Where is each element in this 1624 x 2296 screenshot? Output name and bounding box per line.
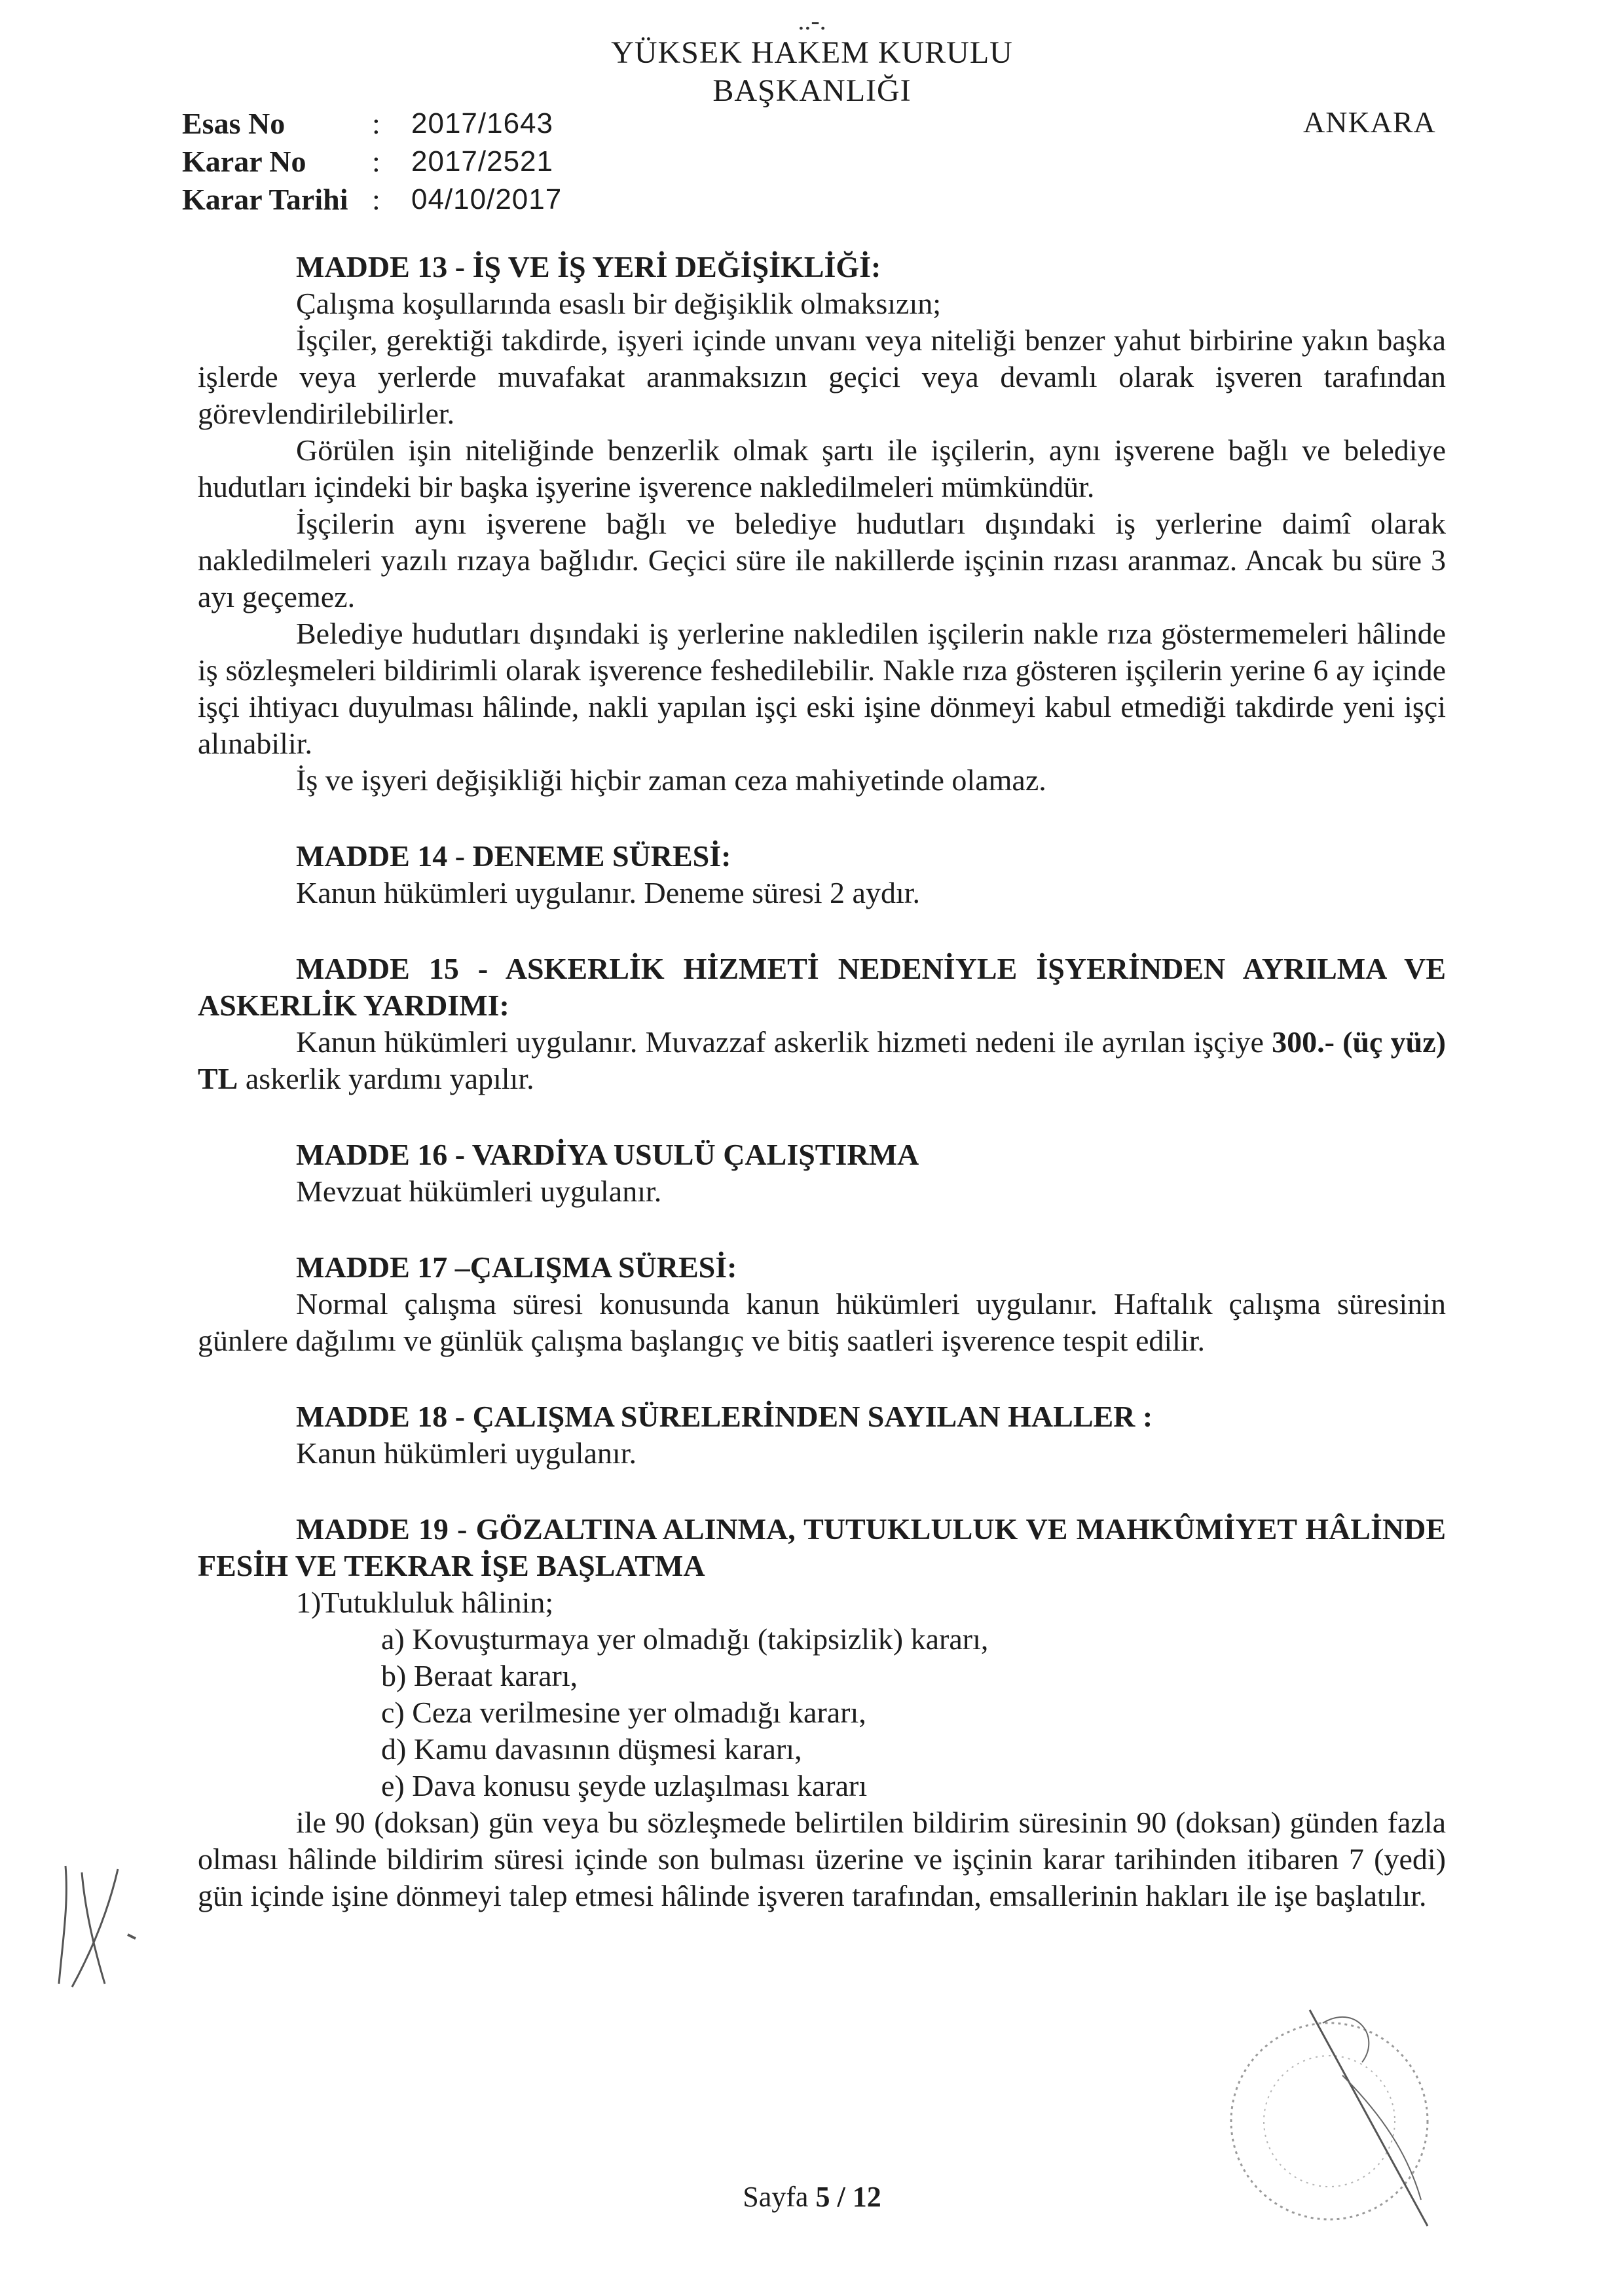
handwritten-initial-icon bbox=[46, 1853, 144, 1997]
article-13-paragraph: İş ve işyeri değişikliği hiçbir zaman ceza mahiyetinde olamaz. bbox=[296, 763, 1046, 797]
city-label: ANKARA bbox=[1303, 105, 1436, 139]
article-15-text-a: Kanun hükümleri uygulanır. Muvazzaf askerlik hizmeti nedeni ile ayrılan işçiye bbox=[296, 1025, 1272, 1059]
article-17-heading: MADDE 17 –ÇALIŞMA SÜRESİ: bbox=[296, 1250, 737, 1284]
article-16-paragraph: Mevzuat hükümleri uygulanır. bbox=[296, 1175, 662, 1208]
page-prefix: Sayfa bbox=[743, 2181, 816, 2213]
article-13-paragraph: Görülen işin niteliğinde benzerlik olmak şartı ile işçilerin, aynı işverene bağlı ve belediye hudutları içindeki bir başka işyerine işverence nakledilmeleri mümkündür. bbox=[198, 433, 1446, 503]
article-13-paragraph: İşçiler, gerektiği takdirde, işyeri içinde unvanı veya niteliği benzer yahut birbirine yakın başka işlerde veya yerlerde muvafakat aranmaksızın geçici veya devamlı olarak işveren tarafından görevlendirilebilirler. bbox=[198, 323, 1446, 430]
meta-colon: : bbox=[372, 107, 380, 140]
article-15-paragraph bbox=[198, 1024, 1446, 1097]
article-17-paragraph: Normal çalışma süresi konusunda kanun hükümleri uygulanır. Haftalık çalışma süresinin günlere dağılımı ve günlük çalışma başlangıç ve bitiş saatleri işverence tespit edilir. bbox=[198, 1287, 1446, 1357]
meta-colon: : bbox=[372, 183, 380, 216]
article-19-intro: 1)Tutukluluk hâlinin; bbox=[296, 1586, 554, 1619]
meta-value: 2017/1643 bbox=[411, 107, 553, 139]
case-meta bbox=[182, 105, 562, 219]
list-item: b) Beraat kararı, bbox=[381, 1659, 578, 1692]
meta-row-tarih bbox=[182, 181, 562, 219]
list-item: e) Dava konusu şeyde uzlaşılması kararı bbox=[381, 1769, 868, 1802]
article-13-paragraph: İşçilerin aynı işverene bağlı ve belediye hudutları dışındaki iş yerlerine daimî olarak nakledilmeleri yazılı rızaya bağlıdır. Geçici süre ile nakillerde işçinin rızası aranmaz. Ancak bu süre 3 ayı geçemez. bbox=[198, 507, 1446, 613]
meta-value: 2017/2521 bbox=[411, 145, 553, 177]
document-body bbox=[198, 249, 1446, 1914]
page-number bbox=[0, 2180, 1624, 2214]
article-19-paragraph: ile 90 (doksan) gün veya bu sözleşmede belirtilen bildirim süresinin 90 (doksan) günden fazla olması hâlinde bildirim süresi içinde son bulması üzerine ve işçinin karar tarihinden itibaren 7 (yedi) gün içinde işine dönmeyi talep etmesi hâlinde işveren tarafından, emsallerinin hakları ile işe başlatılır. bbox=[198, 1806, 1446, 1912]
institution-title-line1: YÜKSEK HAKEM KURULU bbox=[611, 35, 1013, 70]
meta-row-karar bbox=[182, 143, 562, 181]
page-total: 12 bbox=[852, 2181, 881, 2213]
article-13-paragraph: Çalışma koşullarında esaslı bir değişiklik olmaksızın; bbox=[296, 287, 942, 320]
article-18-heading: MADDE 18 - ÇALIŞMA SÜRELERİNDEN SAYILAN HALLER : bbox=[296, 1400, 1153, 1433]
meta-label: Karar Tarihi bbox=[182, 183, 348, 216]
institution-title bbox=[576, 34, 1048, 110]
article-14-paragraph: Kanun hükümleri uygulanır. Deneme süresi 2 aydır. bbox=[296, 876, 921, 909]
article-19-heading: MADDE 19 - GÖZALTINA ALINMA, TUTUKLULUK VE MAHKÛMİYET HÂLİNDE FESİH VE TEKRAR İŞE BAŞLATMA bbox=[198, 1512, 1446, 1582]
meta-label: Karar No bbox=[182, 145, 306, 178]
list-item: a) Kovuşturmaya yer olmadığı (takipsizlik) kararı, bbox=[381, 1622, 989, 1656]
meta-colon: : bbox=[372, 145, 380, 178]
article-18-paragraph: Kanun hükümleri uygulanır. bbox=[296, 1436, 637, 1470]
header-top-mark: ..-. bbox=[798, 6, 826, 35]
military-aid-amount: 300.- (üç yüz) TL bbox=[198, 1025, 1446, 1095]
article-14-heading: MADDE 14 - DENEME SÜRESİ: bbox=[296, 839, 731, 873]
article-16-heading: MADDE 16 - VARDİYA USULÜ ÇALIŞTIRMA bbox=[296, 1138, 919, 1171]
article-13-heading: MADDE 13 - İŞ VE İŞ YERİ DEĞİŞİKLİĞİ: bbox=[296, 250, 881, 283]
article-15-heading: MADDE 15 - ASKERLİK HİZMETİ NEDENİYLE İŞYERİNDEN AYRILMA VE ASKERLİK YARDIMI: bbox=[198, 952, 1446, 1022]
list-item: c) Ceza verilmesine yer olmadığı kararı, bbox=[381, 1696, 866, 1729]
article-19-list bbox=[198, 1621, 1446, 1804]
page-separator: / bbox=[830, 2181, 853, 2213]
article-15-text-c: askerlik yardımı yapılır. bbox=[238, 1062, 534, 1095]
page-current: 5 bbox=[815, 2181, 830, 2213]
article-13-paragraph: Belediye hudutları dışındaki iş yerlerine nakledilen işçilerin nakle rıza göstermemeleri hâlinde iş sözleşmeleri bildirimli olarak işverence feshedilebilir. Nakle rıza gösteren işçilerin yerine 6 ay içinde işçi ihtiyacı duyulması hâlinde, nakli yapılan işçi eski işine dönmeyi kabul etmediği takdirde yeni işçi alınabilir. bbox=[198, 617, 1446, 760]
meta-row-esas bbox=[182, 105, 562, 143]
meta-value: 04/10/2017 bbox=[411, 183, 563, 215]
meta-label: Esas No bbox=[182, 107, 286, 140]
institution-title-line2: BAŞKANLIĞI bbox=[712, 73, 912, 108]
list-item: d) Kamu davasının düşmesi kararı, bbox=[381, 1732, 802, 1766]
